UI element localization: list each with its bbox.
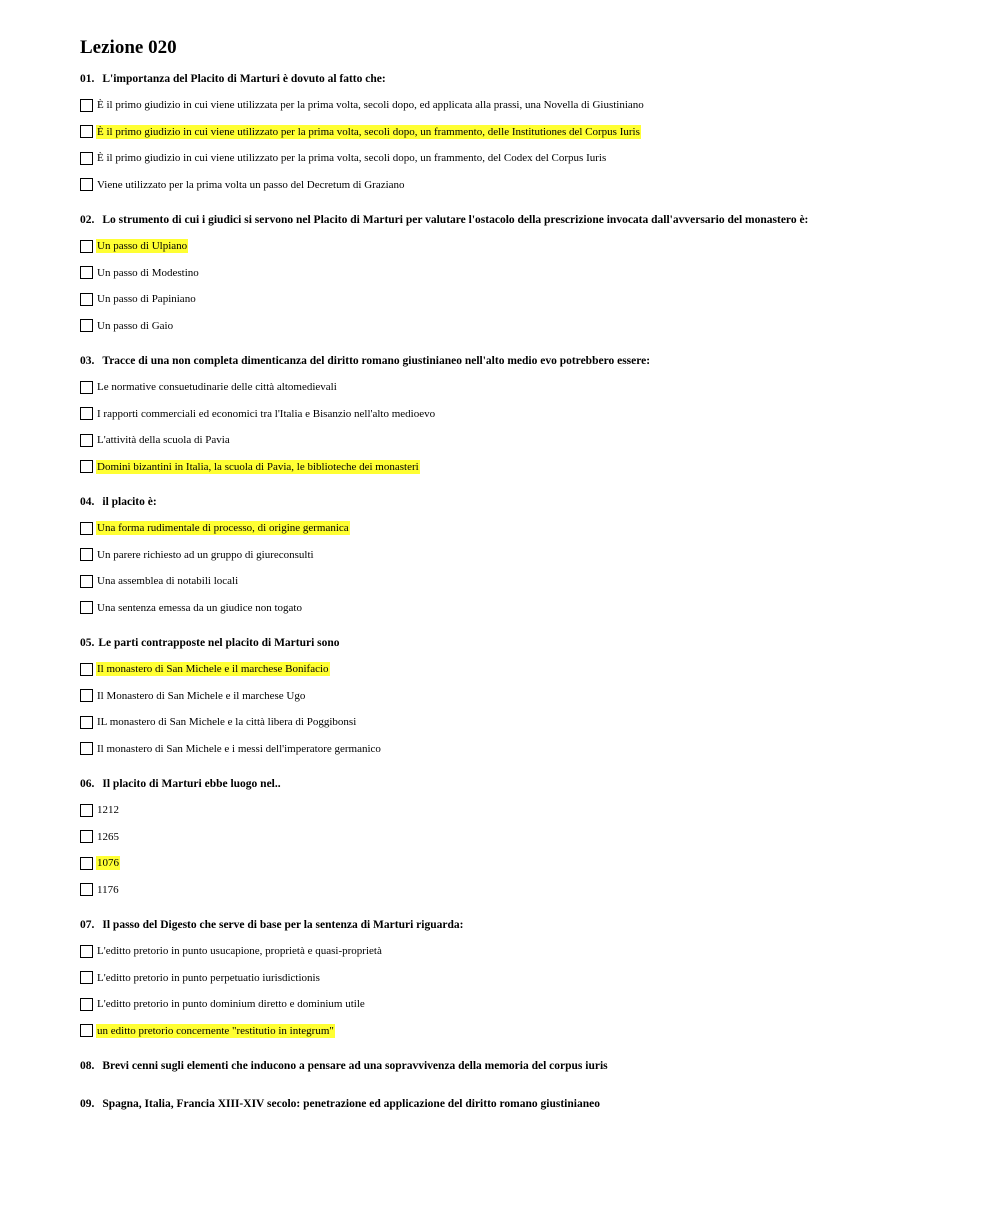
answer-label: I rapporti commerciali ed economici tra l'Italia e Bisanzio nell'alto medioevo [97, 407, 436, 420]
answer-label: L'editto pretorio in punto perpetuatio iurisdictionis [97, 971, 320, 984]
answer-option [80, 938, 960, 965]
answer-label: Un passo di Gaio [97, 319, 174, 332]
answer-checkbox[interactable] [80, 971, 93, 984]
answer-label-highlighted: Un passo di Ulpiano [97, 240, 188, 253]
answer-label-highlighted: Una forma rudimentale di processo, di origine germanica [97, 522, 349, 535]
answer-label: Il monastero di San Michele e i messi dell'imperatore germanico [97, 742, 381, 755]
question-number: 06. [80, 778, 95, 790]
question-number: 07. [80, 919, 95, 931]
answer-option [80, 797, 960, 824]
answer-checkbox[interactable] [80, 460, 93, 473]
question-number: 09. [80, 1098, 95, 1110]
question-3 [80, 353, 960, 480]
question-number: 04. [80, 496, 95, 508]
answer-option [80, 286, 960, 313]
answer-checkbox[interactable] [80, 716, 93, 729]
answer-checkbox[interactable] [80, 548, 93, 561]
answer-label: L'editto pretorio in punto dominium diretto e dominium utile [97, 998, 365, 1011]
answer-option [80, 145, 960, 172]
answer-option [80, 92, 960, 119]
answer-option [80, 736, 960, 763]
question-label: Le parti contrapposte nel placito di Marturi sono [98, 637, 340, 649]
answer-checkbox[interactable] [80, 575, 93, 588]
answer-option [80, 172, 960, 199]
answer-option [80, 877, 960, 904]
question-label: Tracce di una non completa dimenticanza del diritto romano giustinianeo nell'alto medio evo potrebbero essere: [102, 355, 651, 367]
answer-option [80, 233, 960, 260]
question-text [80, 1058, 960, 1074]
question-text [80, 494, 960, 510]
answer-checkbox[interactable] [80, 689, 93, 702]
question-text [80, 71, 960, 87]
answer-label: 1265 [97, 830, 119, 843]
question-text [80, 917, 960, 933]
question-label: Brevi cenni sugli elementi che inducono a pensare ad una sopravvivenza della memoria del corpus iuris [102, 1060, 608, 1072]
question-text [80, 776, 960, 792]
answer-option [80, 401, 960, 428]
question-text [80, 635, 960, 651]
question-label: il placito è: [102, 496, 157, 508]
answer-option [80, 656, 960, 683]
answer-label: È il primo giudizio in cui viene utilizzato per la prima volta, secoli dopo, un frammento, del Codex del Corpus Iuris [97, 152, 607, 165]
answer-checkbox[interactable] [80, 178, 93, 191]
question-number: 03. [80, 355, 95, 367]
question-text [80, 212, 960, 228]
question-label: Lo strumento di cui i giudici si servono nel Placito di Marturi per valutare l'ostacolo della prescrizione invocata dall'avversario del monastero è: [102, 214, 809, 226]
answer-label: Un parere richiesto ad un gruppo di giureconsulti [97, 548, 314, 561]
answer-checkbox[interactable] [80, 1024, 93, 1037]
answer-option [80, 595, 960, 622]
answer-label: Una assemblea di notabili locali [97, 575, 239, 588]
answer-checkbox[interactable] [80, 240, 93, 253]
answer-option [80, 119, 960, 146]
answer-label-highlighted: 1076 [97, 857, 119, 870]
answer-option [80, 991, 960, 1018]
answer-option [80, 709, 960, 736]
question-9 [80, 1096, 960, 1112]
answer-checkbox[interactable] [80, 152, 93, 165]
answer-option [80, 313, 960, 340]
answer-checkbox[interactable] [80, 857, 93, 870]
question-2 [80, 212, 960, 339]
answer-option [80, 683, 960, 710]
answer-label-highlighted: un editto pretorio concernente "restitutio in integrum" [97, 1024, 334, 1037]
answer-checkbox[interactable] [80, 522, 93, 535]
answer-label: L'editto pretorio in punto usucapione, proprietà e quasi-proprietà [97, 945, 382, 958]
question-4 [80, 494, 960, 621]
question-number: 01. [80, 73, 95, 85]
answer-checkbox[interactable] [80, 381, 93, 394]
answer-label: Una sentenza emessa da un giudice non togato [97, 601, 302, 614]
question-1 [80, 71, 960, 198]
answer-option [80, 568, 960, 595]
answer-checkbox[interactable] [80, 804, 93, 817]
answer-checkbox[interactable] [80, 663, 93, 676]
answer-label-highlighted: Domini bizantini in Italia, la scuola di Pavia, le biblioteche dei monasteri [97, 460, 419, 473]
answer-checkbox[interactable] [80, 319, 93, 332]
answer-checkbox[interactable] [80, 99, 93, 112]
answer-label: Un passo di Papiniano [97, 293, 196, 306]
question-label: Spagna, Italia, Francia XIII-XIV secolo: penetrazione ed applicazione del diritto romano giustinianeo [102, 1098, 600, 1110]
answer-label: 1176 [97, 883, 119, 896]
question-label: L'importanza del Placito di Marturi è dovuto al fatto che: [102, 73, 386, 85]
answer-checkbox[interactable] [80, 883, 93, 896]
answer-option [80, 1018, 960, 1045]
answer-label: 1212 [97, 804, 119, 817]
answer-label: IL monastero di San Michele e la città libera di Poggibonsi [97, 716, 357, 729]
question-number: 02. [80, 214, 95, 226]
answer-checkbox[interactable] [80, 125, 93, 138]
question-list [80, 71, 960, 1112]
question-8 [80, 1058, 960, 1074]
answer-label-highlighted: Il monastero di San Michele e il marchese Bonifacio [97, 663, 329, 676]
answer-option [80, 965, 960, 992]
answer-label-highlighted: È il primo giudizio in cui viene utilizzato per la prima volta, secoli dopo, un frammento, delle Institutiones del Corpus Iuris [97, 125, 640, 138]
answer-option [80, 515, 960, 542]
question-number: 08. [80, 1060, 95, 1072]
answer-label: È il primo giudizio in cui viene utilizzata per la prima volta, secoli dopo, ed applicata alla prassi, una Novella di Giustiniano [97, 99, 644, 112]
answer-checkbox[interactable] [80, 293, 93, 306]
question-5 [80, 635, 960, 762]
question-number: 05. [80, 637, 95, 649]
question-6 [80, 776, 960, 903]
answer-label: Le normative consuetudinarie delle città altomedievali [97, 381, 337, 394]
answer-option [80, 260, 960, 287]
answer-option [80, 454, 960, 481]
answer-option [80, 374, 960, 401]
answer-checkbox[interactable] [80, 407, 93, 420]
answer-checkbox[interactable] [80, 830, 93, 843]
question-label: Il passo del Digesto che serve di base per la sentenza di Marturi riguarda: [102, 919, 464, 931]
answer-checkbox[interactable] [80, 945, 93, 958]
answer-option [80, 542, 960, 569]
page-title: Lezione 020 [80, 37, 177, 58]
answer-checkbox[interactable] [80, 742, 93, 755]
answer-label: Un passo di Modestino [97, 266, 199, 279]
answer-checkbox[interactable] [80, 998, 93, 1011]
question-7 [80, 917, 960, 1044]
question-text [80, 1096, 960, 1112]
answer-checkbox[interactable] [80, 601, 93, 614]
answer-label: Viene utilizzato per la prima volta un passo del Decretum di Graziano [97, 178, 405, 191]
answer-label: Il Monastero di San Michele e il marchese Ugo [97, 689, 306, 702]
answer-checkbox[interactable] [80, 434, 93, 447]
answer-label: L'attività della scuola di Pavia [97, 434, 230, 447]
question-text [80, 353, 960, 369]
answer-checkbox[interactable] [80, 266, 93, 279]
answer-option [80, 427, 960, 454]
answer-option [80, 850, 960, 877]
document-page [80, 36, 960, 1134]
question-label: Il placito di Marturi ebbe luogo nel.. [102, 778, 281, 790]
answer-option [80, 824, 960, 851]
